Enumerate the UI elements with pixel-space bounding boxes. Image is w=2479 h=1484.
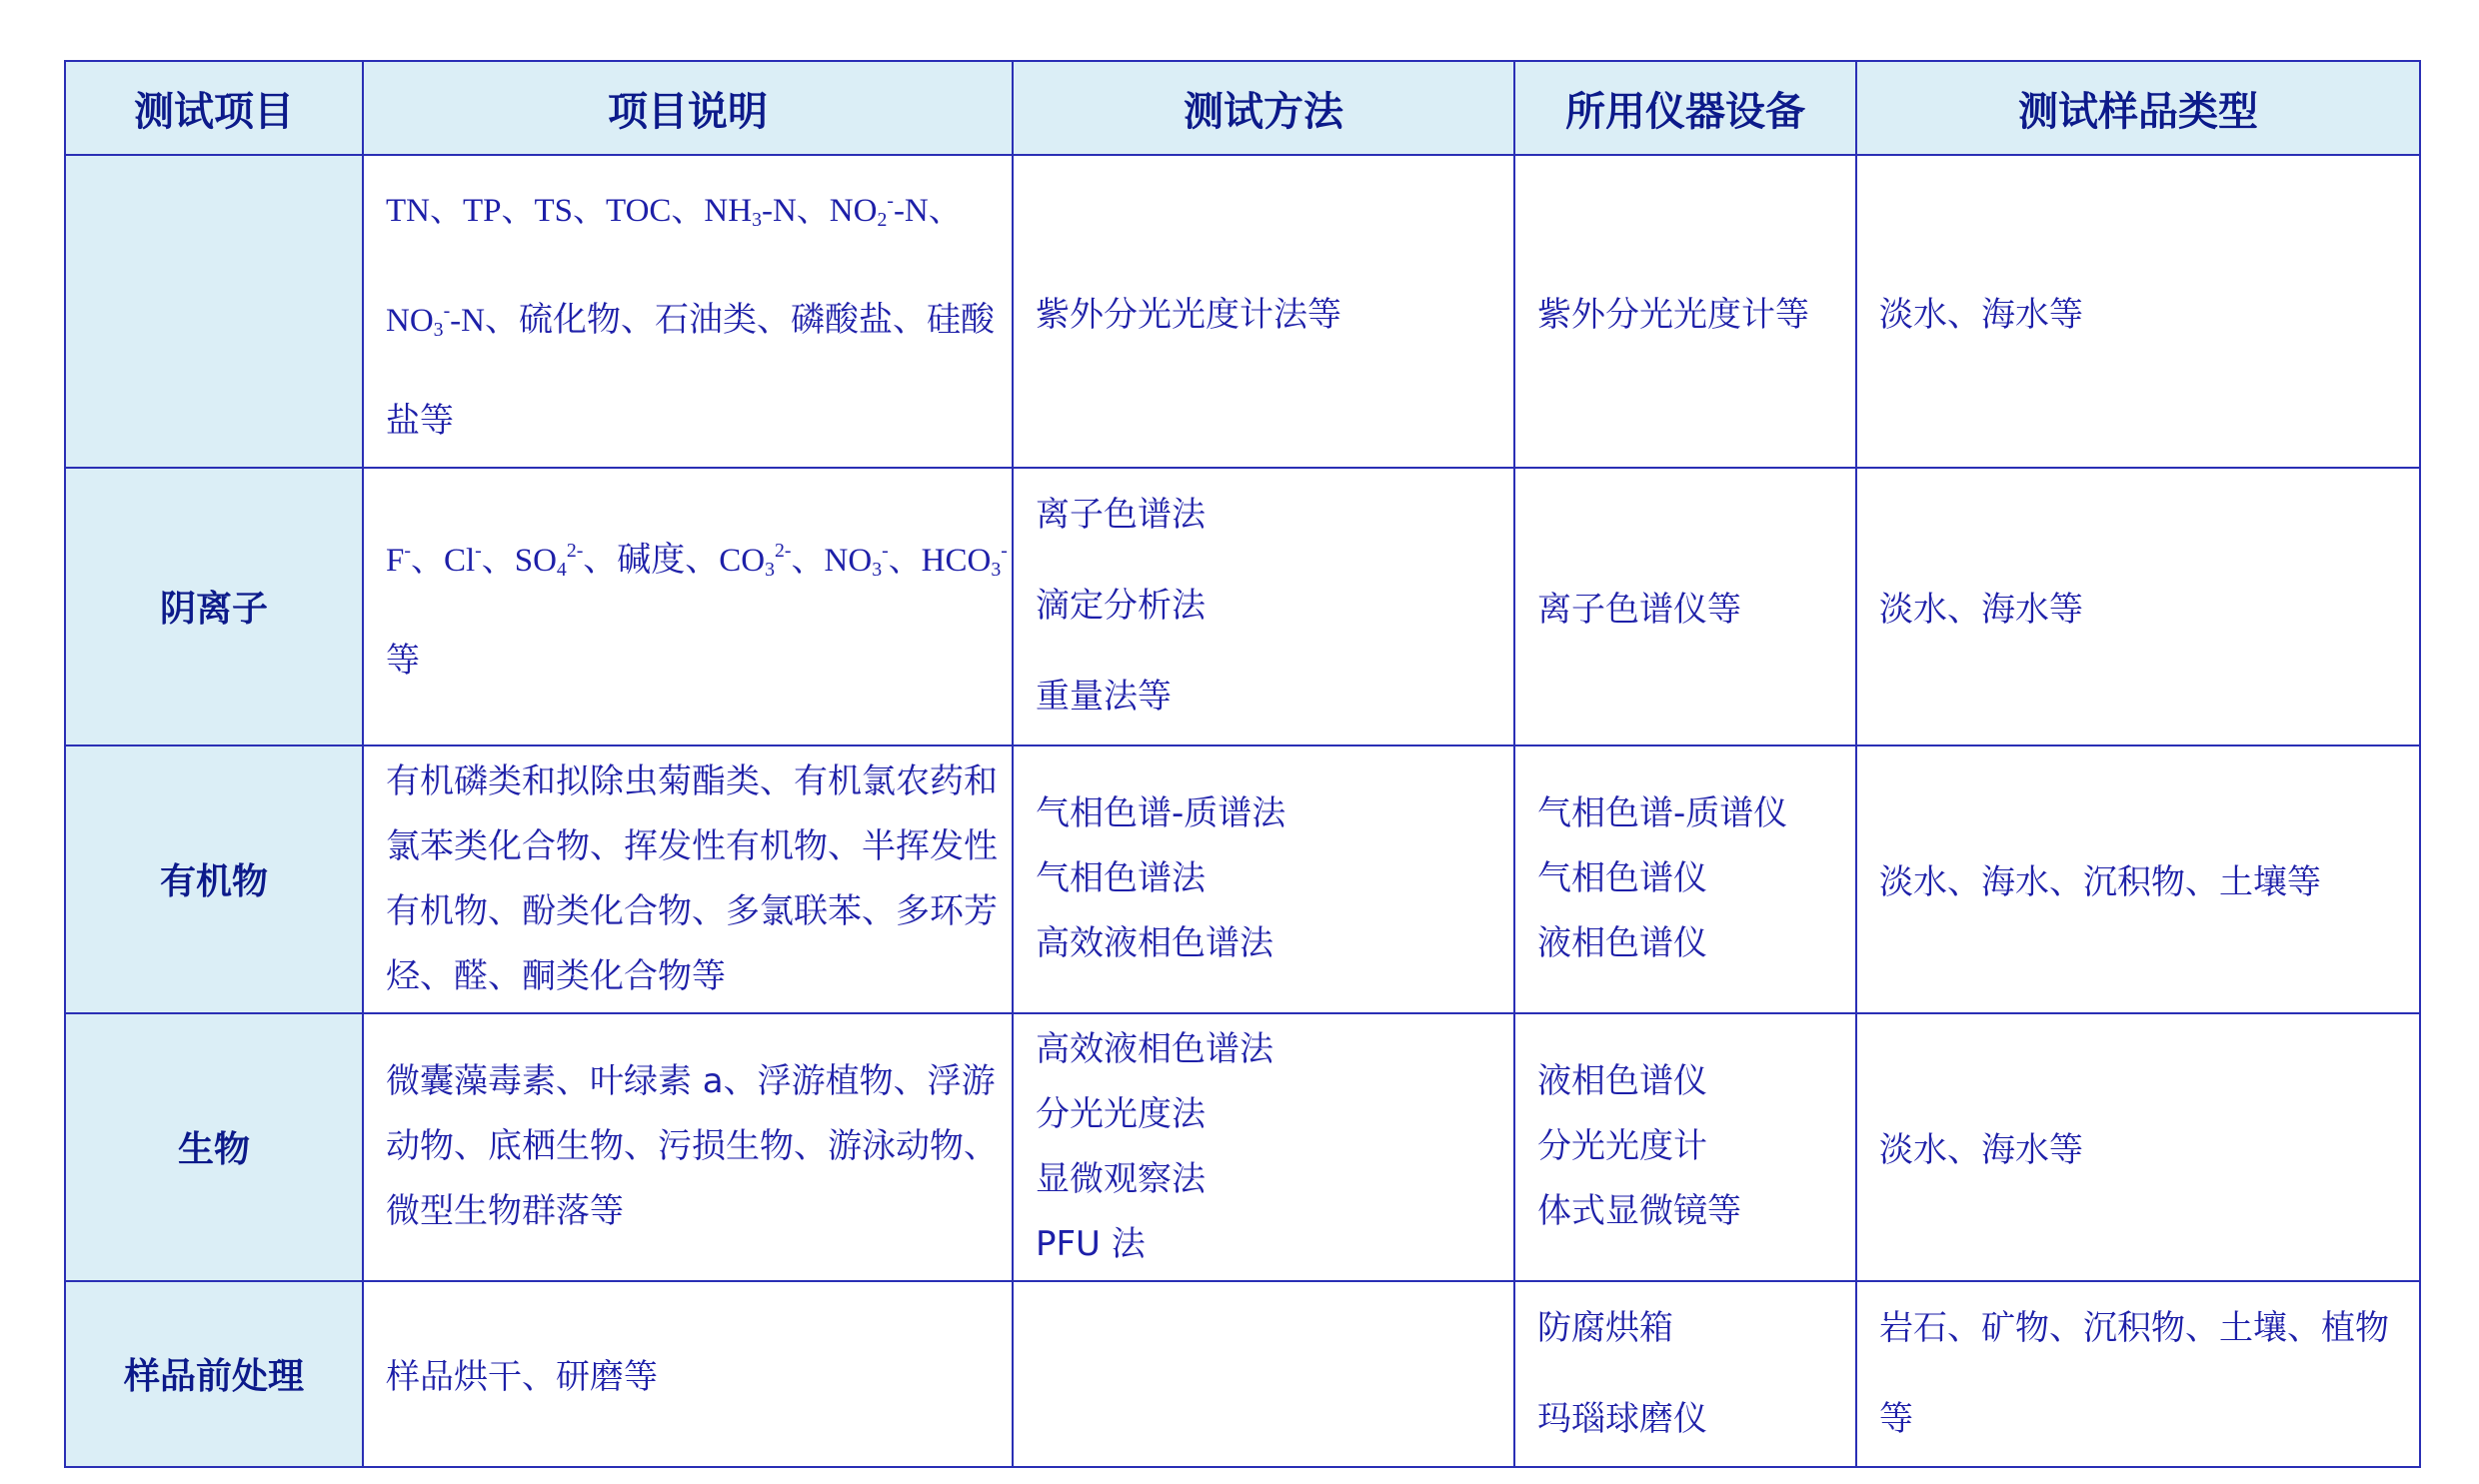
row-methods <box>1013 745 1514 1013</box>
header-test-method: 测试方法 <box>1013 61 1514 155</box>
header-row <box>65 61 2420 155</box>
description-line: 样品烘干、研磨等 <box>386 1357 658 1398</box>
table-row <box>65 745 2420 1013</box>
row-sample-types <box>1856 1013 2420 1281</box>
method-line: 高效液相色谱法 <box>1036 923 1273 964</box>
description-line: 烃、醛、酮类化合物等 <box>386 955 726 996</box>
row-description <box>363 468 1013 745</box>
sample-type-line: 等 <box>1879 1398 1913 1439</box>
description-line: TN、TP、TS、TOC、$NH_3-N$、$NO_2^--N$、 <box>386 190 962 231</box>
description-line: 氯苯类化合物、挥发性有机物、半挥发性 <box>386 825 998 866</box>
sample-type-line: 淡水、海水等 <box>1879 1130 2083 1171</box>
description-line: $NO_3^--N$、硫化物、石油类、磷酸盐、硅酸 <box>386 299 995 341</box>
instrument-line: 紫外分光光度计等 <box>1537 294 1809 335</box>
header-test-item: 测试项目 <box>65 61 363 155</box>
method-line: 紫外分光光度计法等 <box>1036 294 1341 335</box>
description-line: 盐等 <box>386 400 454 441</box>
description-line: 等 <box>386 640 420 681</box>
row-description <box>363 1281 1013 1467</box>
row-instruments <box>1514 1281 1856 1467</box>
method-line: 分光光度法 <box>1036 1093 1206 1134</box>
table-row <box>65 468 2420 745</box>
sample-type-line: 岩石、矿物、沉积物、土壤、植物 <box>1879 1307 2389 1348</box>
description-line: 微型生物群落等 <box>386 1191 624 1232</box>
method-line: 气相色谱-质谱法 <box>1036 793 1286 834</box>
method-line: 显微观察法 <box>1036 1158 1206 1199</box>
row-item-label <box>65 155 363 468</box>
table-row <box>65 1281 2420 1467</box>
table-row <box>65 1013 2420 1281</box>
row-item-label: 生物 <box>65 1013 363 1281</box>
description-line: 有机磷类和拟除虫菊酯类、有机氯农药和 <box>386 760 998 801</box>
method-line: 高效液相色谱法 <box>1036 1028 1273 1069</box>
method-line: 离子色谱法 <box>1036 495 1206 536</box>
row-description <box>363 1013 1013 1281</box>
instrument-line: 玛瑙球磨仪 <box>1537 1398 1707 1439</box>
instrument-line: 液相色谱仪 <box>1537 1061 1707 1102</box>
description-line: 微囊藻毒素、叶绿素 a、浮游植物、浮游 <box>386 1061 996 1102</box>
instrument-line: 防腐烘箱 <box>1537 1307 1673 1348</box>
row-instruments <box>1514 155 1856 468</box>
method-line: 滴定分析法 <box>1036 586 1206 627</box>
row-item-label: 样品前处理 <box>65 1281 363 1467</box>
sample-type-line: 淡水、海水等 <box>1879 590 2083 631</box>
header-instruments: 所用仪器设备 <box>1514 61 1856 155</box>
row-sample-types <box>1856 1281 2420 1467</box>
row-methods <box>1013 155 1514 468</box>
test-items-table <box>64 60 2421 1468</box>
row-description <box>363 745 1013 1013</box>
header-item-description: 项目说明 <box>363 61 1013 155</box>
instrument-line: 离子色谱仪等 <box>1537 590 1741 631</box>
description-line: F-、Cl-、$SO_4^{2-}$、碱度、$CO_3^{2-}$、$NO_3^-$、$HCO_3^-$ <box>386 540 1008 581</box>
instrument-line: 体式显微镜等 <box>1537 1191 1741 1232</box>
description-line: 有机物、酚类化合物、多氯联苯、多环芳 <box>386 890 998 931</box>
description-line: 动物、底栖生物、污损生物、游泳动物、 <box>386 1126 998 1167</box>
method-line: PFU 法 <box>1036 1223 1146 1264</box>
header-sample-types: 测试样品类型 <box>1856 61 2420 155</box>
instrument-line: 液相色谱仪 <box>1537 923 1707 964</box>
row-methods <box>1013 468 1514 745</box>
row-item-label: 有机物 <box>65 745 363 1013</box>
row-sample-types <box>1856 468 2420 745</box>
row-instruments <box>1514 1013 1856 1281</box>
sample-type-line: 淡水、海水、沉积物、土壤等 <box>1879 862 2321 903</box>
row-description <box>363 155 1013 468</box>
instrument-line: 气相色谱-质谱仪 <box>1537 793 1788 834</box>
row-instruments <box>1514 745 1856 1013</box>
row-methods <box>1013 1281 1514 1467</box>
instrument-line: 气相色谱仪 <box>1537 858 1707 899</box>
table-row <box>65 155 2420 468</box>
method-line: 气相色谱法 <box>1036 858 1206 899</box>
method-line: 重量法等 <box>1036 677 1172 718</box>
row-sample-types <box>1856 155 2420 468</box>
row-item-label: 阴离子 <box>65 468 363 745</box>
row-instruments <box>1514 468 1856 745</box>
instrument-line: 分光光度计 <box>1537 1126 1707 1167</box>
row-sample-types <box>1856 745 2420 1013</box>
row-methods <box>1013 1013 1514 1281</box>
sample-type-line: 淡水、海水等 <box>1879 294 2083 335</box>
